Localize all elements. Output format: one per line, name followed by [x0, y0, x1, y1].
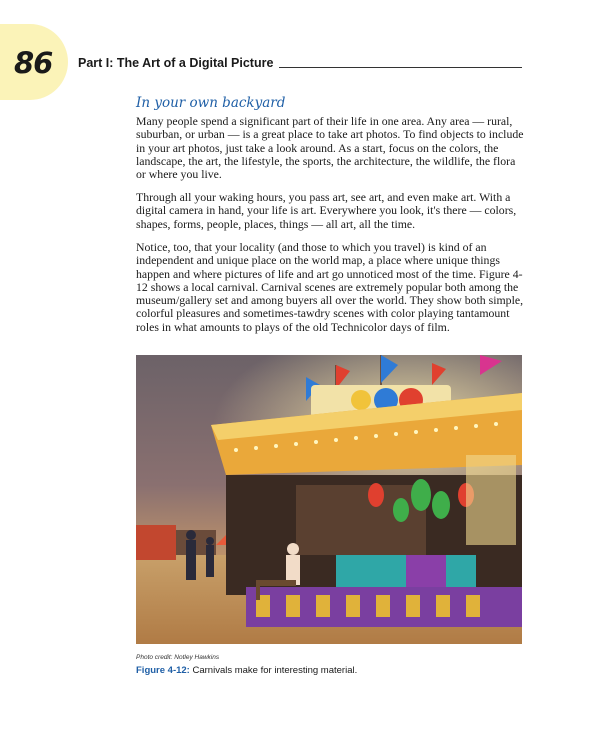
section-heading: In your own backyard — [136, 95, 286, 111]
body-paragraph-2: Through all your waking hours, you pass art, see art, and even make art. With a digital camera in hand, your life is art. Everywhere you look, it's there — colors, shapes, forms, people, places, things — all art, all the time. — [136, 190, 517, 231]
header-rule — [279, 67, 522, 68]
figure-caption-text: Carnivals make for interesting material. — [192, 665, 358, 676]
body-paragraph-1: Many people spend a significant part of their life in one area. Any area — rural, suburban, or urban — is a great place to take art photos. To find objects to include in your art photos, just take a look around. As a start, focus on the colors, the landscape, the art, the lifestyle, the sports, the architecture, the wildlife, the flora or where you live. — [136, 114, 524, 182]
figure-caption — [136, 665, 357, 676]
photo-credit: Photo credit: Notley Hawkins — [136, 654, 220, 661]
page-number: 86 — [14, 46, 53, 80]
body-paragraph-3: Notice, too, that your locality (and those to which you travel) is kind of an independent and unique place on the world map, a place where unique things happen and where pictures of life and art go unnoticed most of the time. Figure 4-12 shows a local carnival. Carnival scenes are extremely popular both among the museum/gallery set and among buyers all over the world. They show both simple, colorful pleasures and sometimes-tawdry scenes with color playing tantamount roles in what amounts to plays of the old Technicolor days of film. — [136, 240, 524, 334]
figure-label: Figure 4-12: — [136, 665, 190, 676]
carnival-photo — [136, 355, 522, 644]
header-title: Part I: The Art of a Digital Picture — [78, 56, 274, 70]
running-header — [78, 56, 522, 70]
